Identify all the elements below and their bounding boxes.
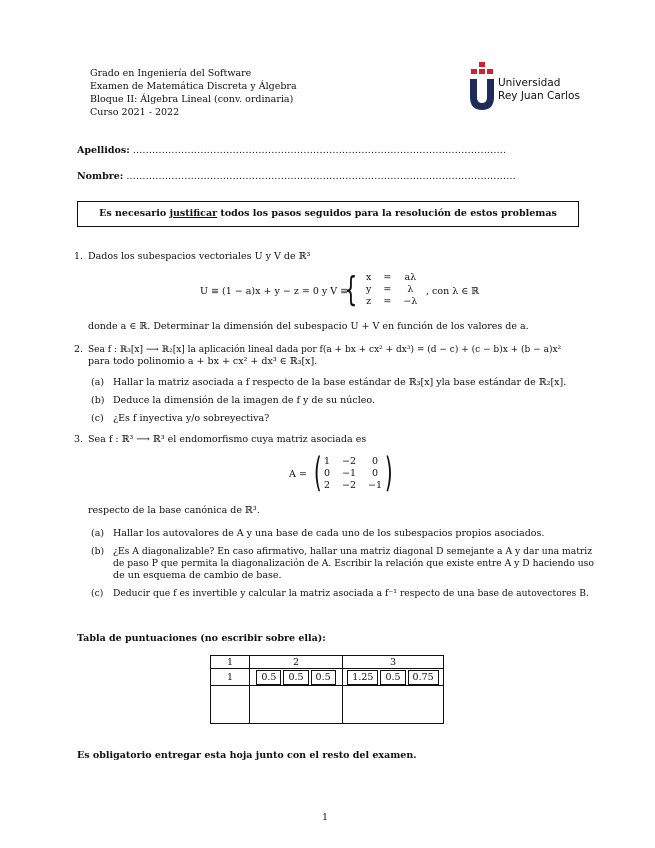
q2-number: 2. — [74, 344, 84, 355]
q1-u-definition: U ≡ (1 − a)x + y − z = 0 y V ≡ — [200, 286, 349, 297]
q2-line1: Sea f : ℝ₃[x] ⟶ ℝ₂[x] la aplicación lineal dada por f(a + bx + cx² + dx³) = (d − c) + (c − b)x + (b − a)x² — [88, 345, 562, 355]
q3-item-b: (b) ¿Es A diagonalizable? En caso afirmativo, hallar una matriz diagonal D semejante a A y dar una matriz — [91, 546, 593, 557]
q2-item-b: (b) Deduce la dimensión de la imagen de f y de su núcleo. — [91, 395, 375, 406]
q1-number: 1. — [74, 251, 84, 262]
nombre-field[interactable]: Nombre: ......................................................................................................................... — [77, 171, 516, 182]
right-paren-icon: ) — [384, 450, 393, 496]
header-block: Bloque II: Álgebra Lineal (conv. ordinaria) — [90, 94, 294, 105]
justify-notice: Es necesario justificar todos los pasos seguidos para la resolución de estos problemas — [77, 201, 579, 227]
course-header — [90, 67, 297, 119]
apellidos-field[interactable]: Apellidos: .................................................................................................................... — [77, 145, 507, 156]
notice-underlined: justificar — [169, 208, 218, 219]
footer-note: Es obligatorio entregar esta hoja junto con el resto del examen. — [77, 750, 417, 761]
score-blank-2 — [250, 686, 343, 724]
q3-matrix: 1 −2 0 0 −1 0 2 −2 −1 — [324, 456, 383, 491]
q3-item-a: (a) Hallar los autovalores de A y una base de cada uno de los subespacios propios asociados. — [91, 528, 545, 539]
logo-line-2: Rey Juan Carlos — [498, 90, 580, 102]
left-paren-icon: ( — [313, 450, 322, 496]
apellidos-label: Apellidos: — [77, 145, 130, 156]
q1-v-condition: , con λ ∈ ℝ — [426, 286, 480, 297]
score-cell-2: 0.5 0.5 0.5 — [250, 669, 343, 686]
q1-intro: Dados los subespacios vectoriales U y V de ℝ³ — [88, 251, 311, 262]
score-table-title: Tabla de puntuaciones (no escribir sobre ella): — [77, 633, 326, 644]
q3-item-b-cont1: de paso P que permita la diagonalización de A. Escribir la relación que existe entre A y D haciendo uso — [113, 558, 594, 569]
q3-outro: respecto de la base canónica de ℝ³. — [88, 505, 260, 516]
logo-line-1: Universidad — [498, 77, 561, 89]
q1-outro: donde a ∈ ℝ. Determinar la dimensión del subespacio U + V en función de los valores de a. — [88, 321, 529, 332]
q1-brace-icon: { — [344, 270, 358, 310]
score-blank-1 — [211, 686, 250, 724]
university-logo — [468, 62, 598, 112]
score-cell-1: 1 — [211, 669, 250, 686]
q3-item-c: (c) Deducir que f es invertible y calcular la matriz asociada a f⁻¹ respecto de una base de autovectores B. — [91, 588, 589, 599]
q2-line2: para todo polinomio a + bx + cx² + dx³ ∈ ℝ₃[x]. — [88, 356, 318, 367]
q3-intro: Sea f : ℝ³ ⟶ ℝ³ el endomorfismo cuya matriz asociada es — [88, 434, 367, 445]
q3-number: 3. — [74, 434, 84, 445]
score-table — [210, 655, 444, 724]
q1-v-system: x = aλ y = λ z = −λ — [366, 272, 418, 307]
score-header-1: 1 — [211, 656, 250, 669]
page-number: 1 — [322, 812, 329, 823]
q2-item-a: (a) Hallar la matriz asociada a f respecto de la base estándar de ℝ₃[x] yla base estándar de ℝ₂[x]. — [91, 377, 567, 388]
score-header-2: 2 — [250, 656, 343, 669]
nombre-label: Nombre: — [77, 171, 124, 182]
score-blank-3 — [343, 686, 444, 724]
header-degree: Grado en Ingeniería del Software — [90, 68, 252, 79]
q3-item-b-cont2: de un esquema de cambio de base. — [113, 570, 282, 581]
header-subject: Examen de Matemática Discreta y Álgebra — [90, 81, 297, 92]
urjc-emblem-icon — [468, 62, 496, 112]
header-year: Curso 2021 - 2022 — [90, 107, 180, 118]
score-cell-3: 1.25 0.5 0.75 — [343, 669, 444, 686]
q3-matrix-label: A = — [289, 469, 307, 480]
score-header-3: 3 — [343, 656, 444, 669]
q2-item-c: (c) ¿Es f inyectiva y/o sobreyectiva? — [91, 413, 270, 424]
